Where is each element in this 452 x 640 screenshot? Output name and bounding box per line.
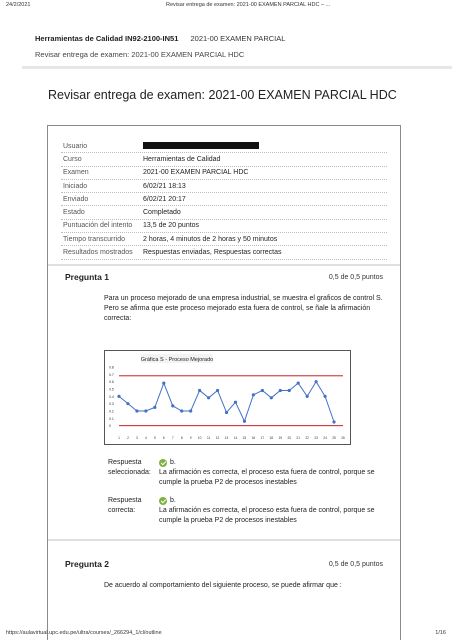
x-tick-label: 19: [278, 436, 283, 440]
summary-row-results: [61, 246, 387, 259]
x-tick-label: 20: [287, 436, 292, 440]
x-tick-label: 11: [206, 436, 211, 440]
data-point: [162, 382, 165, 385]
x-tick-label: 8: [180, 436, 183, 440]
control-chart-svg: [105, 351, 350, 444]
selected-answer-option: b.: [170, 459, 176, 466]
data-point: [315, 380, 318, 383]
section-divider: [48, 264, 400, 266]
summary-label: Puntuación del intento: [63, 222, 133, 230]
data-point: [323, 395, 326, 398]
y-tick-label: 0.5: [109, 387, 114, 392]
summary-value: 13,5 de 20 puntos: [143, 222, 200, 230]
summary-label: Usuario: [63, 142, 88, 150]
print-title: Revisar entrega de examen: 2021-00 EXAMEN PARCIAL HDC – ...: [166, 2, 331, 8]
x-tick-label: 10: [197, 436, 202, 440]
x-tick-label: 13: [224, 436, 229, 440]
data-point: [288, 389, 291, 392]
print-page-number: 1/16: [435, 630, 446, 636]
x-tick-label: 7: [171, 436, 174, 440]
data-point: [198, 389, 201, 392]
summary-label: Tiempo transcurrido: [63, 235, 125, 243]
data-point: [189, 409, 192, 412]
y-tick-label: 0.6: [109, 380, 114, 385]
page-title: Revisar entrega de examen: 2021-00 EXAMEN PARCIAL HDC: [48, 88, 397, 102]
x-tick-label: 22: [305, 436, 309, 440]
print-footer: [6, 626, 446, 636]
summary-value: 2 horas, 4 minutos de 2 horas y 50 minutos: [143, 235, 278, 243]
data-point: [279, 389, 282, 392]
y-tick-label: 0.7: [109, 372, 114, 377]
data-point: [153, 406, 156, 409]
question-1-title: Pregunta 1: [65, 272, 109, 282]
control-chart: [104, 350, 351, 445]
summary-label: Curso: [63, 155, 82, 163]
data-point: [261, 389, 264, 392]
correct-answer-label: Respuesta correcta:: [108, 497, 142, 514]
print-url: https://aulavirtual.upc.edu.pe/ultra/courses/_266294_1/cl/outline: [6, 630, 162, 636]
data-point: [144, 409, 147, 412]
correct-answer-text: La afirmación es correcta, el proceso esta fuera de control, porque se cumple la prueba P2 de procesos inestables: [159, 507, 375, 524]
x-tick-label: 6: [162, 436, 165, 440]
y-tick-label: 0.1: [109, 416, 114, 421]
chart-title: Gráfica S - Proceso Mejorado: [140, 357, 214, 363]
attempt-summary: [61, 140, 387, 260]
x-tick-label: 25: [332, 436, 336, 440]
x-tick-label: 26: [341, 436, 345, 440]
summary-row-course: [61, 153, 387, 166]
summary-row-score: [61, 220, 387, 233]
x-tick-label: 4: [144, 436, 147, 440]
summary-row-time: [61, 233, 387, 246]
redaction-bar: [143, 142, 259, 149]
summary-label: Iniciado: [63, 182, 88, 190]
summary-label: Examen: [63, 169, 89, 177]
data-point: [225, 411, 228, 414]
x-tick-label: 16: [251, 436, 256, 440]
y-tick-label: 0: [109, 424, 111, 429]
summary-value: Completado: [143, 209, 181, 217]
summary-label: Estado: [63, 209, 85, 217]
data-point: [270, 396, 273, 399]
x-tick-label: 3: [136, 436, 138, 440]
y-tick-label: 0.2: [109, 409, 114, 414]
submission-card: [47, 125, 401, 640]
data-point: [117, 395, 120, 398]
breadcrumb-exam[interactable]: 2021-00 EXAMEN PARCIAL: [190, 34, 286, 43]
section-divider: [48, 539, 400, 541]
data-point: [252, 393, 255, 396]
x-tick-label: 24: [323, 436, 327, 440]
data-point: [126, 402, 129, 405]
data-point: [234, 401, 237, 404]
check-icon: [159, 497, 167, 505]
x-tick-label: 15: [242, 436, 247, 440]
header-divider: [22, 66, 452, 69]
print-date: 24/2/2021: [6, 2, 31, 8]
data-point: [207, 396, 210, 399]
data-point: [306, 395, 309, 398]
breadcrumb-current: Revisar entrega de examen: 2021-00 EXAMEN PARCIAL HDC: [35, 50, 245, 59]
x-tick-label: 9: [189, 436, 192, 440]
data-point: [243, 420, 246, 423]
question-1-points: 0,5 de 0,5 puntos: [328, 274, 383, 281]
x-tick-label: 14: [233, 436, 238, 440]
selected-answer-label: Respuesta seleccionada:: [108, 459, 151, 476]
data-point: [135, 409, 138, 412]
summary-row-status: [61, 206, 387, 219]
x-tick-label: 12: [215, 436, 220, 440]
x-tick-label: 21: [296, 436, 300, 440]
summary-value-redacted: [143, 142, 259, 151]
x-tick-label: 23: [314, 436, 318, 440]
summary-row-started: [61, 180, 387, 193]
x-tick-label: 1: [118, 436, 120, 440]
data-point: [332, 420, 335, 423]
summary-row-user: [61, 140, 387, 153]
question-2-points: 0,5 de 0,5 puntos: [328, 561, 383, 568]
summary-value: 6/02/21 20:17: [143, 195, 186, 203]
data-point: [171, 404, 174, 407]
series-line: [119, 382, 334, 422]
summary-value: 2021-00 EXAMEN PARCIAL HDC: [143, 169, 249, 177]
summary-label: Resultados mostrados: [63, 249, 133, 257]
x-tick-label: 17: [260, 436, 265, 440]
y-tick-label: 0.3: [109, 402, 114, 407]
correct-answer-option: b.: [170, 497, 176, 504]
summary-value: 6/02/21 18:13: [143, 182, 186, 190]
question-1-text: Para un proceso mejorado de una empresa industrial, se muestra el graficos de control S. Pero se afirma que este proceso mejorado esta fuera de control, se ñale la afirmación correcta:: [104, 295, 383, 322]
selected-answer-text: La afirmación es correcta, el proceso esta fuera de control, porque se cumple la prueba P2 de procesos inestables: [159, 469, 375, 486]
summary-value: Respuestas enviadas, Respuestas correctas: [143, 249, 282, 257]
data-point: [216, 389, 219, 392]
data-point: [180, 409, 183, 412]
x-tick-label: 18: [269, 436, 274, 440]
data-point: [297, 382, 300, 385]
print-header: [6, 2, 446, 14]
x-tick-label: 2: [127, 436, 129, 440]
breadcrumb-course[interactable]: Herramientas de Calidad IN92-2100-IN51: [35, 34, 179, 43]
y-tick-label: 0.4: [109, 394, 114, 399]
summary-label: Enviado: [63, 195, 89, 203]
question-2-title: Pregunta 2: [65, 559, 109, 569]
question-2-text: De acuerdo al comportamiento del siguiente proceso, se puede afirmar que :: [104, 582, 342, 589]
check-icon: [159, 459, 167, 467]
summary-row-submitted: [61, 193, 387, 206]
breadcrumb: [35, 34, 285, 43]
summary-row-exam: [61, 167, 387, 180]
y-tick-label: 0.8: [109, 365, 114, 370]
x-tick-label: 5: [153, 436, 156, 440]
summary-value: Herramientas de Calidad: [143, 155, 221, 163]
